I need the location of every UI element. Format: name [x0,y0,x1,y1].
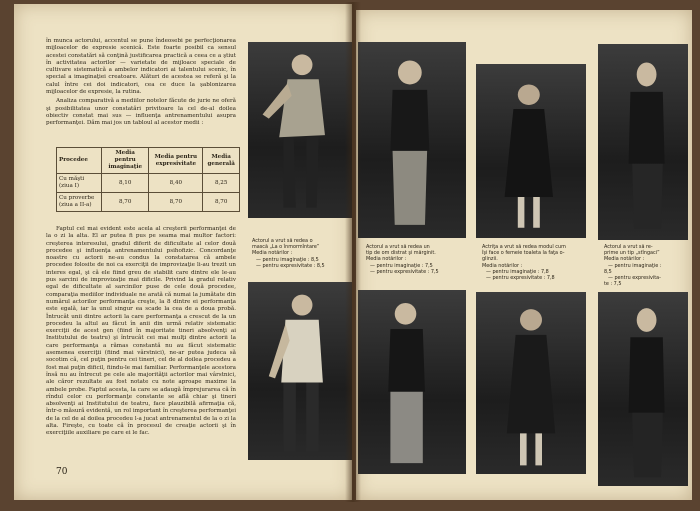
header-imaginatie: Media pentru imaginaţie [102,148,149,174]
caption-line: Media notărilor : [366,256,407,263]
caption-line: — pentru expresivitate : 8,5 [256,262,325,269]
photo-actor-proverb-2 [358,290,466,474]
averages-table [56,147,240,212]
caption-line: prime un tip „stîngaci” [604,250,660,257]
photo-figure [476,292,586,474]
text-column-bottom [46,226,236,440]
caption-line: Actorul a vrut să re- [604,244,653,250]
photo-actress-mask [476,64,586,238]
cell-generala: 8,25 [203,174,240,193]
photo-actor-proverb-3 [598,292,688,486]
paragraph-2: Analiza comparativă a mediilor notelor făcute de jurie ne oferă şi posibilitatea unor constatări privitoare la cel de-al doilea obiectiv constat mai sus — influenţa antrenamentului asupra performanţei. Dăm mai jos un tabloul al acestor medii : [46,98,236,127]
table-row [57,193,240,212]
photo-figure [358,290,466,474]
paragraph-1: în munca actorului, accentul se pune îndeosebi pe perfecţionarea mijloacelor de expresie scenică. Este foarte posibil ca sensul acestei constatări să conţină justificarea practică a ceea ce a ştiut în activitatea actorilor — varietate de mijloace speciale de cultivare sistematică a ambelor indicatori ai talentului scenic, în special a imaginaţiei creatoare. Alături de acestea se referă şi la calul între cei doi indicatori, cea ce duce la şablonizarea mijloacelor de expresie, la rutina. [46,38,236,96]
photo-figure [248,42,352,218]
caption-photo-1 [252,238,352,269]
caption-line: tip de om distrat şi mărginit. [366,250,436,257]
caption-line: — pentru expresivitate : 7,5 [370,268,439,275]
cell-expresivitate: 8,70 [149,193,203,212]
caption-photo-4 [604,244,690,287]
row-label-line: (ziua I) [59,183,80,189]
photo-actor-proverb-1 [248,282,352,460]
caption-line: — pentru imaginaţie : 7,8 [486,268,549,275]
photo-figure [598,44,688,240]
caption-line: Media notărilor : [482,262,523,269]
caption-line: Media notărilor : [604,256,645,263]
caption-line: — pentru imaginaţie : 8,5 [256,256,319,263]
row-label [57,174,102,193]
cell-imaginatie: 8,70 [102,193,149,212]
photo-actor-mask-3 [598,44,688,240]
paragraph-3: Faptul cel mai evident este acela al creşterii performanţei de la o zi la alta. El ar putea fi pus pe seama mai multor factori: creşterea interesului, gradul diferit de dificultate al celor două procedee şi influenţa antrenamentului psihofizic. Concordanţe noastre cu actorii ne-au condus la constatarea că ambele procedee folosite de noi ca exerciţii de improvizaţie li-au trezit un interes egal, şi că ele fiind greu de stabilit care dintre ele le-au pus sarcini de improvizaţie mai dificile. Privind la gradul relativ egal de dificultate al sarcinilor puse de cele două procedee, comparaţia mediilor individuale ne arată că numai la jumătate din numărul actorilor performanţa creşte, la 8 dintre ei performanţa este egală, iar la unul singur ea scade la cea de a doua probă. Întrucât unii dintre actorii la care performanţa a crescut de la un procedeu la altul au făcut în anii din urmă relativ sistematic exerciţii de acest gen (fiind în majoritate tineri absolvenţi ai Institutului de teatru) şi întrucât cei mai mulţi dintre actorii la care performanţa a rămas constantă nu au făcut sistematic asemenea exerciţii (fiind mai vârstnici), ne-ar putea judeca să socotim că, cel puţin pentru cei tineri, cel de al doilea procedeu a fost mai puţin dificil, fiindu-le mai familiar. Performanţele acestora însă nu au întrecut pe cele ale majorităţii actorilor mai vârstnici, ale căror rezultate au fost notate cu note aproape maxime la ambele probe. Faptul acesta, la care se adaugă împrejurarea că în rîndul celor cu performanţe constante se află chiar şi tineri absolvenţi ai Institutului de teatru, face plauzibilă afirmaţia că, într-o măsură evidentă, un rol important în creşterea performanţei de la cel de al doilea procedeu l-a jucat antrenamentul de la o zi la alta. Fireşte, cu toate că în procesul de creaţie actorii şi în exerciţiile auxiliare pe care ei le fac. [46,226,236,437]
photo-actor-mask-2 [358,42,466,238]
caption-line: — pentru imaginaţie : 7,5 [370,262,433,269]
table-header-row [57,148,240,174]
caption-photo-3 [482,244,594,281]
book-gutter [345,2,361,502]
photo-figure [476,64,586,238]
photo-actress-proverb [476,292,586,474]
caption-line: — pentru expresivita- [608,275,661,282]
caption-line: Actorul a vrut să redea o [252,238,313,244]
header-generala: Media generală [203,148,240,174]
cell-imaginatie: 8,10 [102,174,149,193]
caption-line: Actorul a vrut să redea un [366,244,430,250]
caption-line: te : 7,5 [604,281,622,288]
caption-line: îşi face o femeie toaleta la faţa o- [482,250,565,257]
header-expresivitate: Media pentru expresivitate [149,148,203,174]
caption-line: — pentru imaginaţie : [608,262,662,269]
cell-generala: 8,70 [203,193,240,212]
photo-figure [358,42,466,238]
page-number: 70 [56,467,68,477]
row-label [57,193,102,212]
header-procedee: Procedee [57,148,102,174]
text-column-top [46,38,236,130]
photo-figure [598,292,688,486]
caption-line: glinzii. [482,256,498,263]
caption-line: 8,5 [604,268,612,275]
row-label-line: Cu măşti [59,176,85,182]
row-label-line: Cu proverbe [59,195,95,201]
table-row [57,174,240,193]
photo-figure [248,282,352,460]
row-label-line: (ziua a II-a) [59,202,92,208]
caption-line: mască „La o înmormîntare” [252,244,320,251]
caption-photo-2 [366,244,472,275]
caption-line: Actriţa a vrut să redea modul cum [482,244,566,250]
cell-expresivitate: 8,40 [149,174,203,193]
photo-actor-mask-1 [248,42,352,218]
caption-line: — pentru expresivitate : 7,8 [486,275,555,282]
caption-line: Media notărilor : [252,250,293,257]
